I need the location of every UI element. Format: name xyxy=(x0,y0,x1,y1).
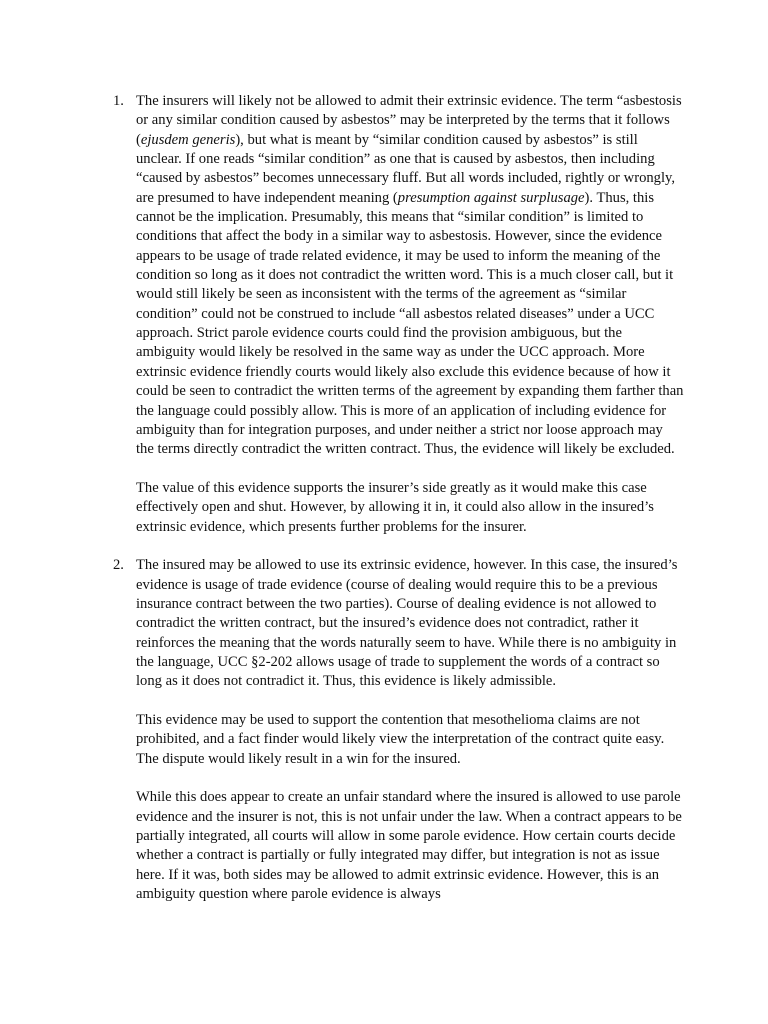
italic-text-run: presumption against surplusage xyxy=(397,189,585,206)
text-run: The value of this evidence supports the insurer’s side greatly as it would make this case effectively open and shut. However, by allowing it in, it could also allow in the insured’s extrinsic evidence, which presents further problems for the insurer. xyxy=(136,479,654,535)
italic-text-run: ejusdem generis xyxy=(140,131,236,148)
text-run: The insured may be allowed to use its extrinsic evidence, however. In this case, the insured’s evidence is usage of trade evidence (course of dealing would require this to be a previous insurance contract between the two parties). Course of dealing evidence is not allowed to contradict the written contract, but the insured’s evidence does not contradict, rather it reinforces the meaning that the words naturally seem to have. While there is no ambiguity in the language, UCC §2-202 allows usage of trade to supplement the words of a contract so long as it does not contradict it. Thus, this evidence is likely admissible. xyxy=(136,557,678,690)
document-body xyxy=(113,92,684,904)
body-paragraph xyxy=(136,711,684,769)
numbered-list-item xyxy=(113,92,684,537)
text-run: ). Thus, this cannot be the implication. Presumably, this means that “similar condition” is limited to conditions that affect the body in a similar way to asbestosis. However, since the evidence appears to be usage of trade related evidence, it may be used to inform the meaning of the condition so long as it does not contradict the written word. This is a much closer call, but it would still likely be seen as inconsistent with the terms of the agreement as “similar condition” could not be construed to include “all asbestos related diseases” under a UCC approach. Strict parole evidence courts could find the provision ambiguous, but the ambiguity would likely be resolved in the same way as under the UCC approach. More extrinsic evidence friendly courts would likely also exclude this evidence because of how it could be seen to contradict the written terms of the agreement by expanding them farther than the language could possibly allow. This is more of an application of including evidence for ambiguity than for integration purposes, and under neither a strict nor loose approach may the terms directly contradict the written contract. Thus, the evidence will likely be excluded. xyxy=(136,189,684,458)
body-paragraph xyxy=(136,92,684,460)
list-item-number: 1. xyxy=(113,93,124,109)
text-run: The insurers will likely not be allowed to admit their extrinsic evidence. The term “asbestosis or any similar condition caused by asbestos” may be interpreted by the terms that it follows ( xyxy=(136,93,682,148)
text-run: This evidence may be used to support the contention that mesothelioma claims are not prohibited, and a fact finder would likely view the interpretation of the contract quite easy. The dispute would likely result in a win for the insured. xyxy=(136,712,665,767)
text-run: ), but what is meant by “similar condition caused by asbestos” is still unclear. If one reads “similar condition” as one that is caused by asbestos, then including “caused by asbestos” becomes unnecessary fluff. But all words included, rightly or wrongly, are presumed to have independent meaning ( xyxy=(136,131,676,206)
body-paragraph xyxy=(136,788,684,904)
list-item-number: 2. xyxy=(113,557,124,574)
body-paragraph xyxy=(136,556,684,691)
numbered-list-item xyxy=(113,556,684,904)
text-run: While this does appear to create an unfair standard where the insured is allowed to use parole evidence and the insurer is not, this is not unfair under the law. When a contract appears to be partially integrated, all courts will allow in some parole evidence. How certain courts decide whether a contract is partially or fully integrated may differ, but integration is not as issue here. If it was, both sides may be allowed to admit extrinsic evidence. However, this is an ambiguity question where parole evidence is always xyxy=(136,789,682,903)
body-paragraph xyxy=(136,479,684,537)
